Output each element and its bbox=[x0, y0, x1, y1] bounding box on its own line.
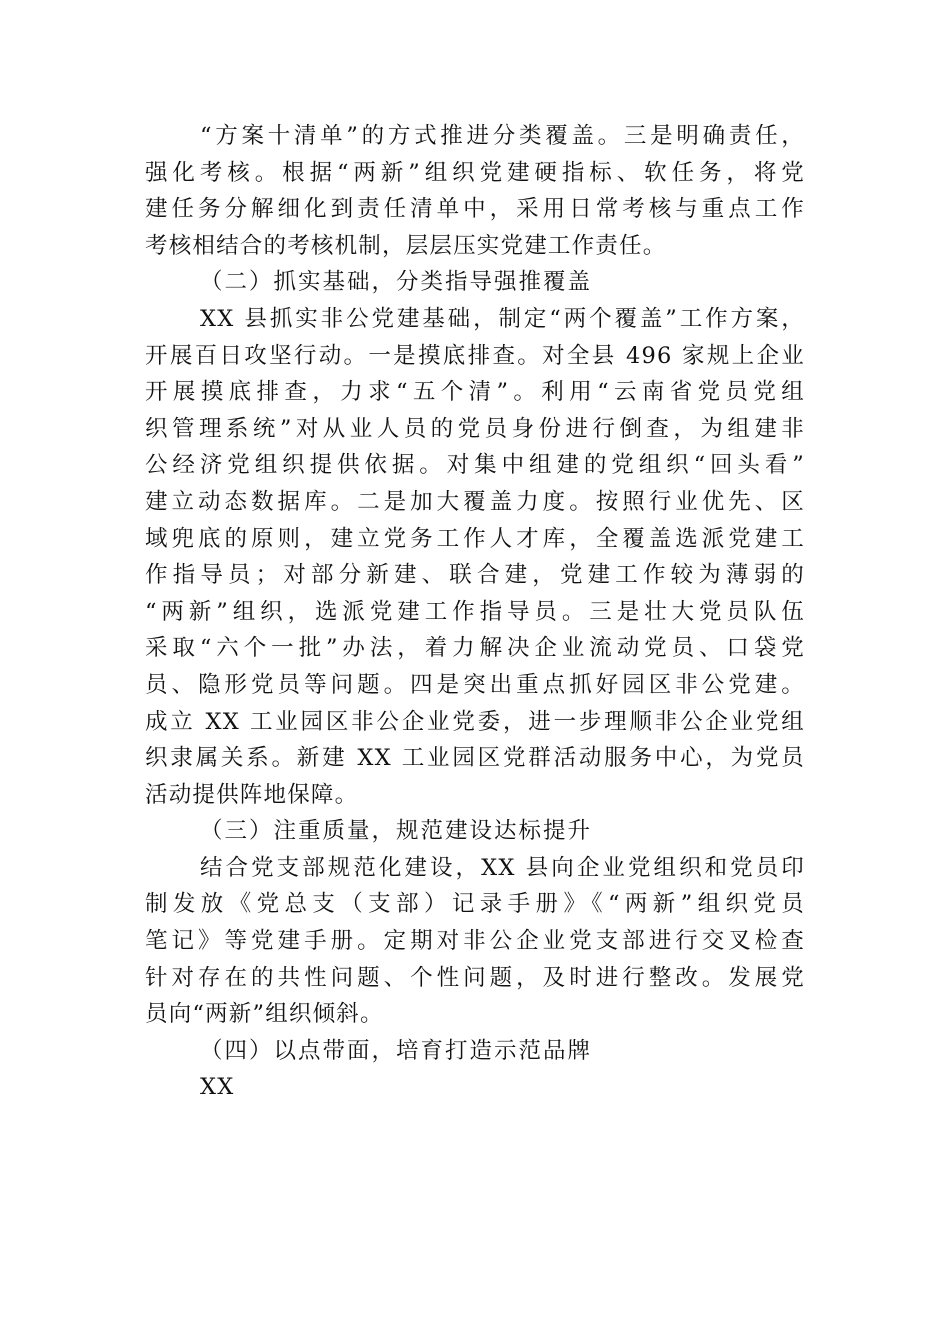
paragraph-4 bbox=[145, 1069, 805, 1106]
text-line: 活动提供阵地保障。 bbox=[145, 781, 359, 808]
document-page bbox=[145, 118, 805, 1106]
text-line: XX 县抓实非公党建基础，制定“两个覆盖”工作方案， bbox=[200, 305, 805, 332]
text-line: 制发放《党总支（支部）记录手册》《“两新”组织党员 bbox=[145, 891, 805, 918]
text-line: 织管理系统”对从业人员的党员身份进行倒查，为组建非 bbox=[145, 415, 805, 442]
text-line: 开展百日攻坚行动。一是摸底排查。对全县 496 家规上企业 bbox=[145, 342, 805, 369]
text-line: 域兜底的原则，建立党务工作人才库，全覆盖选派党建工 bbox=[145, 525, 805, 552]
text-line: 成立 XX 工业园区非公企业党委，进一步理顺非公企业党组 bbox=[145, 708, 805, 735]
section-heading-2: （二）抓实基础，分类指导强推覆盖 bbox=[200, 269, 593, 296]
text-line: 针对存在的共性问题、个性问题，及时进行整改。发展党 bbox=[145, 964, 805, 991]
text-line: 笔记》等党建手册。定期对非公企业党支部进行交叉检查 bbox=[145, 928, 805, 955]
text-line: 建立动态数据库。二是加大覆盖力度。按照行业优先、区 bbox=[145, 488, 805, 515]
text-line: 强化考核。根据“两新”组织党建硬指标、软任务，将党 bbox=[145, 159, 805, 186]
text-line: 公经济党组织提供依据。对集中组建的党组织“回头看” bbox=[145, 452, 805, 479]
text-line: 建任务分解细化到责任清单中，采用日常考核与重点工作 bbox=[145, 196, 805, 223]
text-line: 员向“两新”组织倾斜。 bbox=[145, 1001, 384, 1028]
section-heading-4: （四）以点带面，培育打造示范品牌 bbox=[200, 1037, 593, 1064]
text-line: “方案十清单”的方式推进分类覆盖。三是明确责任， bbox=[200, 123, 805, 149]
text-line: 员、隐形党员等问题。四是突出重点抓好园区非公党建。 bbox=[145, 671, 805, 698]
text-line: “两新”组织，选派党建工作指导员。三是壮大党员队伍 bbox=[145, 598, 805, 625]
text-line: 考核相结合的考核机制，层层压实党建工作责任。 bbox=[145, 232, 667, 259]
paragraph-1 bbox=[145, 118, 805, 264]
text-line: 采取“六个一批”办法，着力解决企业流动党员、口袋党 bbox=[145, 635, 805, 662]
text-line: 结合党支部规范化建设，XX 县向企业党组织和党员印 bbox=[200, 854, 805, 881]
paragraph-3 bbox=[145, 850, 805, 1033]
section-heading-3: （三）注重质量，规范建设达标提升 bbox=[200, 818, 593, 845]
text-line: XX bbox=[200, 1074, 235, 1101]
text-line: 作指导员；对部分新建、联合建，党建工作较为薄弱的 bbox=[145, 562, 805, 589]
paragraph-2 bbox=[145, 301, 805, 813]
text-line: 开展摸底排查，力求“五个清”。利用“云南省党员党组 bbox=[145, 379, 805, 406]
text-line: 织隶属关系。新建 XX 工业园区党群活动服务中心，为党员 bbox=[145, 745, 805, 772]
